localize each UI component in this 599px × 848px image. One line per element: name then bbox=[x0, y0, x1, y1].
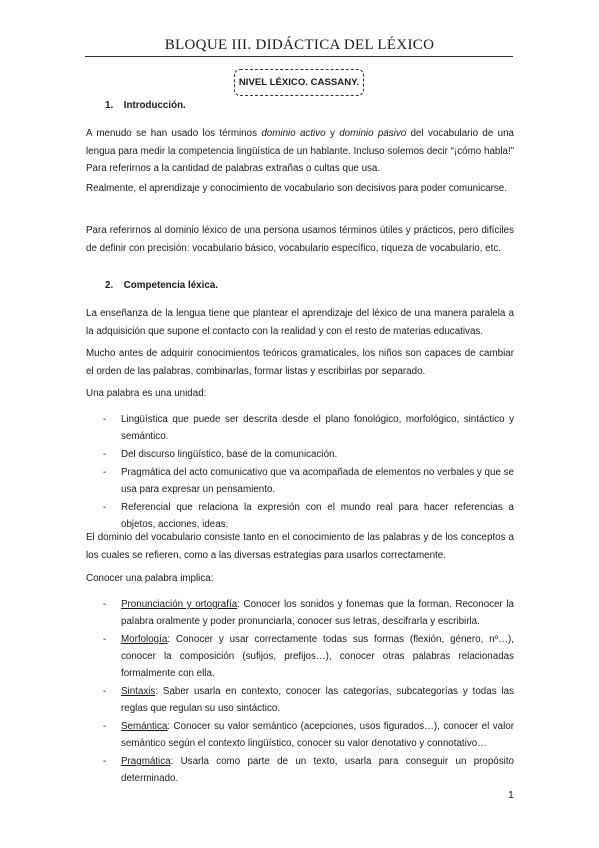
list-item bbox=[86, 596, 514, 630]
dash-bullet: - bbox=[103, 634, 107, 645]
paragraph: Conocer una palabra implica: bbox=[86, 573, 214, 584]
underlined-term: Morfología bbox=[121, 634, 168, 645]
dash-bullet: - bbox=[103, 756, 107, 767]
list-item-text: Pragmática del acto comunicativo que va acompañada de elementos no verbales y que se usa para expresar un pensamiento. bbox=[121, 467, 514, 495]
list-item-text: : Usarla como parte de un texto, usarla para conseguir un propósito determinado. bbox=[121, 756, 514, 784]
paragraph: La enseñanza de la lengua tiene que plantear el aprendizaje del léxico de una manera paralela a la adquisición que supone el contacto con la realidad y con el resto de materias educativas. bbox=[86, 308, 514, 337]
list-item-text: Lingüística que puede ser descrita desde el plano fonológico, morfológico, sintáctico y semántico. bbox=[121, 414, 514, 442]
italic-term: dominio pasivo bbox=[339, 128, 407, 139]
list-item bbox=[86, 446, 514, 463]
header-rule bbox=[85, 56, 513, 57]
dash-bullet: - bbox=[103, 686, 107, 697]
list-item bbox=[86, 753, 514, 787]
list-unidad bbox=[86, 411, 514, 534]
section-heading-2 bbox=[105, 280, 218, 291]
list-item-text: Del discurso lingüístico, base de la comunicación. bbox=[121, 449, 338, 460]
dash-bullet: - bbox=[103, 721, 107, 732]
section-title: Competencia léxica. bbox=[123, 280, 218, 291]
underlined-term: Pronunciación y ortografía bbox=[121, 599, 238, 610]
list-item bbox=[86, 464, 514, 498]
list-item-text: Referencial que relaciona la expresión con el mundo real para hacer referencias a objetos, acciones, ideas. bbox=[121, 502, 514, 530]
list-implica bbox=[86, 596, 514, 788]
section-number: 1. bbox=[105, 100, 114, 111]
list-item-text: : Conocer su valor semántico (acepciones, usos figurados…), conocer el valor semántico según el contexto lingüístico, conocer su valor denotativo y connotativo… bbox=[121, 721, 514, 749]
text-run: del vocabulario de una lengua para medir la competencia lingüística de un hablante. Incluso solemos decir “¡cómo habla!” Para referirnos a la cantidad de palabras extrañas o cultas que usa. bbox=[86, 128, 515, 174]
underlined-term: Pragmática bbox=[121, 756, 171, 767]
dash-bullet: - bbox=[103, 599, 107, 610]
text-run: y bbox=[325, 128, 340, 139]
paragraph: Mucho antes de adquirir conocimientos teóricos gramaticales, los niños son capaces de cambiar el orden de las palabras, combinarlas, formar listas y escribirlas por separado. bbox=[86, 348, 514, 377]
underlined-term: Semántica bbox=[121, 721, 168, 732]
paragraph: Una palabra es una unidad: bbox=[86, 388, 207, 399]
paragraph: El dominio del vocabulario consiste tanto en el conocimiento de las palabras y de los conceptos a los cuales se refieren, como a las diversas estrategias para usarlos correctamente. bbox=[86, 532, 514, 561]
dash-bullet: - bbox=[103, 414, 107, 425]
list-item-text: : Saber usarla en contexto, conocer las categorías, subcategorías y todas las reglas que regulan su uso sintáctico. bbox=[121, 686, 514, 714]
section-heading-1 bbox=[105, 100, 186, 111]
list-item bbox=[86, 631, 514, 682]
page-header-title: BLOQUE III. DIDÁCTICA DEL LÉXICO bbox=[164, 37, 435, 53]
paragraph-intro bbox=[86, 125, 514, 178]
boxed-subtitle: NIVEL LÉXICO. CASSANY. bbox=[234, 69, 364, 96]
list-item bbox=[86, 683, 514, 717]
list-item-text: : Conocer y usar correctamente todas sus formas (flexión, género, nº…), conocer la composición (sufijos, prefijos…), conocer otras palabras relacionadas formalmente con ella. bbox=[121, 634, 514, 679]
list-item bbox=[86, 411, 514, 445]
text-run: A menudo se han usado los términos bbox=[86, 128, 262, 139]
section-title: Introducción. bbox=[123, 100, 186, 111]
italic-term: dominio activo bbox=[261, 128, 326, 139]
list-item-text: : Conocer los sonidos y fonemas que la forman. Reconocer la palabra oralmente y poder pronunciarla, conocer sus letras, descifrarla y escribirla. bbox=[121, 599, 514, 627]
section-number: 2. bbox=[105, 280, 114, 291]
paragraph: Realmente, el aprendizaje y conocimiento de vocabulario son decisivos para poder comunicarse. bbox=[86, 183, 507, 194]
list-item bbox=[86, 499, 514, 533]
underlined-term: Sintaxis bbox=[121, 686, 156, 697]
dash-bullet: - bbox=[103, 449, 107, 460]
paragraph: Para referirnos al dominio léxico de una persona usamos términos útiles y prácticos, pero difíciles de definir con precisión: vocabulario básico, vocabulario específico, riqueza de vocabulario, etc. bbox=[86, 225, 514, 254]
dash-bullet: - bbox=[103, 502, 107, 513]
list-item bbox=[86, 718, 514, 752]
page-number: 1 bbox=[508, 789, 514, 801]
dash-bullet: - bbox=[103, 467, 107, 478]
